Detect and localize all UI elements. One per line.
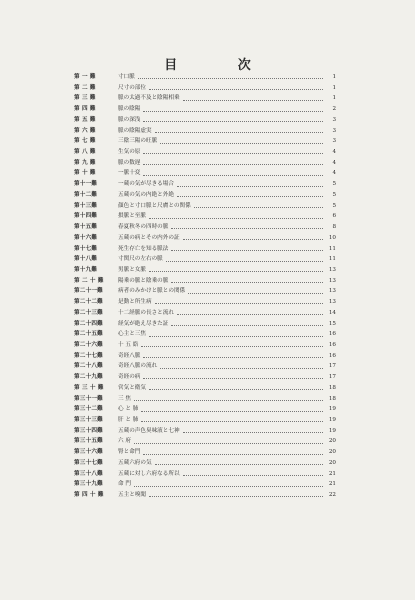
entry-title: 脈の陰陽: [118, 106, 141, 113]
page-number: 11: [328, 245, 336, 252]
chapter-label: 第 一 難: [74, 74, 96, 80]
entry-title: 奇経八脈の流れ: [118, 363, 158, 370]
entry-title: 十二経脈の長さと流れ: [118, 309, 174, 316]
chapter-label: 第三十八難: [74, 470, 103, 477]
page-number: 16: [328, 331, 336, 338]
toc-entry: [74, 479, 336, 490]
page-number: 15: [328, 320, 336, 327]
entry-title: 男脈と女脈: [118, 266, 146, 273]
dot-leader: [177, 185, 323, 187]
dot-leader: [149, 495, 323, 497]
entry-title: 命 門: [118, 481, 131, 488]
chapter-label: 第 八 難: [74, 149, 96, 156]
chapter-label: 第二十七難: [74, 352, 103, 359]
dot-leader: [143, 163, 323, 165]
page-number: 8: [332, 224, 336, 231]
toc-entry: [74, 436, 336, 447]
dot-leader: [166, 260, 323, 262]
entry-title: 脈の数遅: [118, 159, 141, 166]
entry-title: 病者のみかけと脈との関係: [118, 288, 186, 295]
toc-entry: [74, 190, 336, 201]
chapter-label: 第 六 難: [74, 127, 96, 134]
chapter-label: 第 四 十 難: [74, 492, 104, 499]
chapter-label: 第十一難: [74, 181, 98, 188]
chapter-label: 第 三 十 難: [74, 384, 104, 391]
chapter-label: 第三十三難: [74, 417, 103, 423]
chapter-label: 第三十二難: [74, 406, 103, 413]
dot-leader: [143, 453, 323, 455]
chapter-label: 第十七難: [74, 245, 98, 252]
dot-leader: [143, 356, 323, 358]
chapter-label: 第 二 十 難: [74, 277, 104, 284]
dot-leader: [183, 238, 323, 240]
dot-leader: [183, 99, 323, 101]
dot-leader: [177, 195, 323, 197]
page-number: 19: [328, 417, 336, 423]
dot-leader: [171, 227, 323, 229]
page-number: 13: [328, 288, 336, 295]
dot-leader: [138, 77, 323, 79]
page-number: 20: [328, 459, 336, 466]
toc-entry: [74, 244, 336, 255]
chapter-label: 第三十六難: [74, 449, 103, 456]
chapter-label: 第二十八難: [74, 363, 103, 370]
page-number: 18: [328, 384, 336, 391]
page-number: 17: [328, 374, 336, 381]
page-number: 4: [332, 159, 336, 166]
toc-entry: [74, 351, 336, 362]
page-number: 13: [328, 299, 336, 306]
toc-entry: [74, 115, 336, 126]
toc-entry: [74, 372, 336, 383]
toc-entry: [74, 319, 336, 330]
dot-leader: [141, 420, 323, 422]
dot-leader: [149, 270, 323, 272]
toc-entry: [74, 72, 336, 83]
chapter-label: 第十九難: [74, 266, 98, 273]
entry-title: 心 と 肺: [118, 406, 139, 413]
toc-entry: [74, 211, 336, 222]
entry-title: 損脈と至脈: [118, 213, 146, 220]
chapter-label: 第 二 難: [74, 84, 96, 91]
entry-title: 腎と命門: [118, 449, 141, 456]
chapter-label: 第三十七難: [74, 459, 103, 466]
chapter-label: 第十二難: [74, 191, 98, 198]
toc-entry: [74, 469, 336, 480]
table-of-contents: [74, 72, 336, 501]
entry-title: 一蔵の気が尽きる場合: [118, 181, 174, 188]
chapter-label: 第十八難: [74, 256, 98, 263]
dot-leader: [141, 410, 323, 412]
dot-leader: [143, 120, 323, 122]
dot-leader: [171, 249, 323, 251]
entry-title: 脈の深浅: [118, 116, 141, 123]
page-number: 5: [332, 181, 336, 188]
page-number: 11: [328, 256, 336, 263]
chapter-label: 第十四難: [74, 213, 98, 220]
page-number: 18: [328, 395, 336, 402]
page-number: 1: [332, 95, 336, 102]
page-number: 21: [328, 481, 336, 488]
entry-title: 奇経の病: [118, 374, 141, 381]
page-number: 5: [332, 202, 336, 209]
chapter-label: 第二十三難: [74, 309, 103, 316]
dot-leader: [183, 474, 323, 476]
page-number: 17: [328, 363, 336, 370]
page-number: 19: [328, 406, 336, 413]
chapter-label: 第二十五難: [74, 331, 103, 338]
dot-leader: [171, 324, 323, 326]
dot-leader: [155, 302, 323, 304]
page-number: 13: [328, 277, 336, 284]
toc-entry: [74, 361, 336, 372]
toc-entry: [74, 147, 336, 158]
entry-title: 春夏秋冬の四時の脈: [118, 224, 169, 231]
chapter-label: 第十六難: [74, 234, 98, 241]
chapter-label: 第三十一難: [74, 395, 103, 402]
dot-leader: [141, 345, 323, 347]
dot-leader: [183, 431, 323, 433]
toc-entry: [74, 286, 336, 297]
page-number: 14: [328, 309, 336, 316]
chapter-label: 第十三難: [74, 202, 98, 209]
toc-entry: [74, 340, 336, 351]
toc-entry: [74, 276, 336, 287]
page-number: 10: [328, 234, 336, 241]
dot-leader: [160, 367, 323, 369]
toc-entry: [74, 447, 336, 458]
page-number: 5: [332, 191, 336, 198]
page-number: 2: [332, 106, 336, 113]
entry-title: 是動と所生病: [118, 299, 152, 306]
toc-entry: [74, 254, 336, 265]
entry-title: 顔色と寸口脈と尺膚との関係: [118, 202, 191, 209]
chapter-label: 第 九 難: [74, 159, 96, 166]
toc-entry: [74, 201, 336, 212]
entry-title: 三 焦: [118, 395, 131, 402]
dot-leader: [171, 281, 323, 283]
chapter-label: 第 三 難: [74, 95, 96, 102]
entry-title: 五蔵の病とその内外の証: [118, 234, 180, 241]
dot-leader: [149, 88, 323, 90]
page-number: 4: [332, 170, 336, 177]
page-number: 4: [332, 149, 336, 156]
dot-leader: [134, 399, 323, 401]
chapter-label: 第三十九難: [74, 481, 103, 488]
entry-title: 尺寸の部位: [118, 84, 146, 91]
page-number: 6: [332, 213, 336, 220]
toc-entry: [74, 383, 336, 394]
page-number: 1: [332, 74, 336, 80]
entry-title: 寸口脈: [118, 74, 135, 80]
entry-title: 営気と衛気: [118, 384, 146, 391]
page-number: 13: [328, 266, 336, 273]
toc-entry: [74, 426, 336, 437]
chapter-label: 第 五 難: [74, 116, 96, 123]
toc-entry: [74, 329, 336, 340]
entry-title: 一脈十変: [118, 170, 141, 177]
toc-entry: [74, 222, 336, 233]
toc-entry: [74, 233, 336, 244]
dot-leader: [149, 217, 323, 219]
entry-title: 三陰三陽の旺脈: [118, 138, 158, 145]
page-number: 21: [328, 470, 336, 477]
page-number: 20: [328, 449, 336, 456]
entry-title: 経気が絶え尽きた証: [118, 320, 169, 327]
dot-leader: [143, 152, 323, 154]
toc-entry: [74, 458, 336, 469]
entry-title: 陽乗の脈と陰乗の脈: [118, 277, 169, 284]
toc-entry: [74, 93, 336, 104]
entry-title: 五蔵の声色臭味液と七神: [118, 427, 180, 434]
entry-title: 生気の原: [118, 149, 141, 156]
entry-title: 脈の太過不及と陰陽相乗: [118, 95, 180, 102]
chapter-label: 第三十四難: [74, 427, 103, 434]
toc-entry: [74, 136, 336, 147]
chapter-label: 第 四 難: [74, 106, 96, 113]
page-number: 1: [332, 84, 336, 91]
page-number: 3: [332, 127, 336, 134]
toc-entry: [74, 168, 336, 179]
dot-leader: [155, 463, 323, 465]
dot-leader: [177, 313, 323, 315]
toc-entry: [74, 415, 336, 426]
chapter-label: 第十五難: [74, 224, 98, 231]
dot-leader: [149, 388, 323, 390]
dot-leader: [143, 377, 323, 379]
toc-entry: [74, 104, 336, 115]
chapter-label: 第二十六難: [74, 341, 103, 348]
page-number: 3: [332, 116, 336, 123]
entry-title: 五蔵の気の内絶と外絶: [118, 191, 174, 198]
entry-title: 奇経八脈: [118, 352, 141, 359]
dot-leader: [143, 174, 323, 176]
entry-title: 脈の陰陽虚実: [118, 127, 152, 134]
chapter-label: 第二十二難: [74, 299, 103, 306]
entry-title: 心主と三焦: [118, 331, 146, 338]
page-number: 3: [332, 138, 336, 145]
dot-leader: [160, 142, 323, 144]
page-number: 16: [328, 341, 336, 348]
entry-title: 六 府: [118, 438, 131, 445]
toc-entry: [74, 404, 336, 415]
page-number: 16: [328, 352, 336, 359]
entry-title: 五蔵六府の気: [118, 459, 152, 466]
entry-title: 五蔵に対し六府なる所以: [118, 470, 180, 477]
entry-title: 十 五 絡: [118, 341, 139, 348]
entry-title: 死生存亡を知る脈法: [118, 245, 169, 252]
chapter-label: 第 七 難: [74, 138, 96, 145]
page-number: 19: [328, 427, 336, 434]
dot-leader: [134, 485, 323, 487]
entry-title: 肝 と 肺: [118, 417, 139, 423]
dot-leader: [188, 292, 323, 294]
chapter-label: 第二十九難: [74, 374, 103, 381]
chapter-label: 第 十 難: [74, 170, 96, 177]
entry-title: 五主と嗅聞: [118, 492, 146, 499]
page-title: 目 次: [164, 58, 279, 73]
entry-title: 寸関尺の左右の脈: [118, 256, 163, 263]
dot-leader: [149, 335, 323, 337]
chapter-label: 第二十四難: [74, 320, 103, 327]
chapter-label: 第三十五難: [74, 438, 103, 445]
toc-entry: [74, 394, 336, 405]
dot-leader: [155, 131, 323, 133]
toc-entry: [74, 179, 336, 190]
toc-entry: [74, 158, 336, 169]
chapter-label: 第二十一難: [74, 288, 103, 295]
dot-leader: [194, 206, 323, 208]
toc-entry: [74, 297, 336, 308]
toc-entry: [74, 265, 336, 276]
page-number: 22: [328, 492, 336, 499]
dot-leader: [143, 110, 323, 112]
page-number: 20: [328, 438, 336, 445]
toc-entry: [74, 83, 336, 94]
toc-entry: [74, 126, 336, 137]
toc-entry: [74, 308, 336, 319]
toc-entry: [74, 490, 336, 501]
dot-leader: [134, 442, 323, 444]
